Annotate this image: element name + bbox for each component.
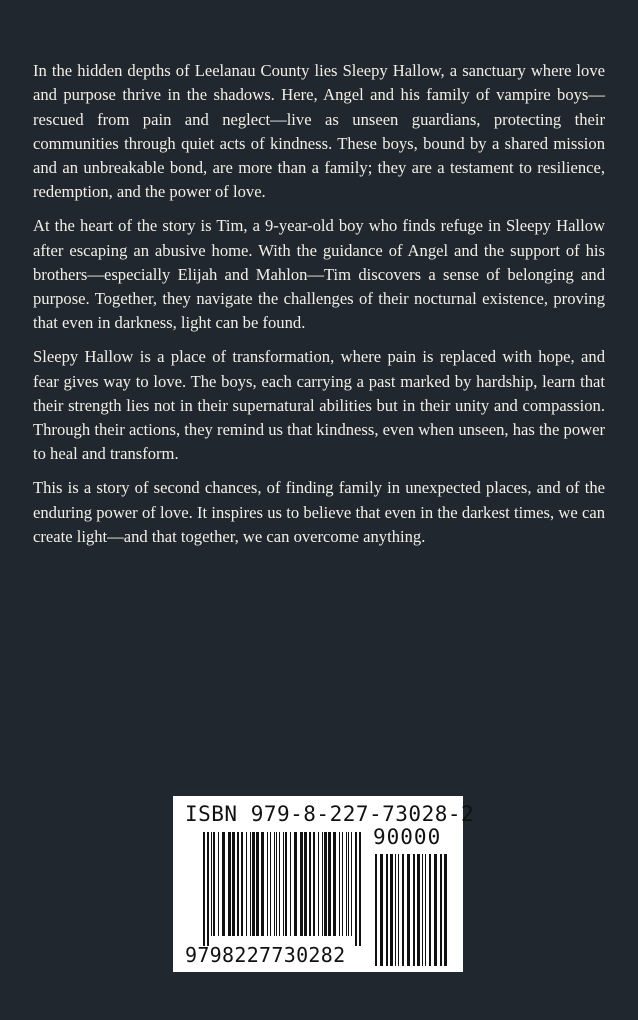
barcode-bar: [413, 854, 415, 966]
barcode-bar: [386, 854, 388, 966]
barcode-bar: [290, 832, 291, 936]
barcode-bar: [348, 832, 349, 936]
barcode-bar: [324, 832, 327, 936]
barcode-bar: [398, 854, 399, 966]
barcode-bar: [256, 832, 259, 936]
barcode-bar: [283, 832, 284, 936]
barcode-bar: [355, 832, 357, 946]
barcode-bar: [346, 832, 347, 936]
barcode-bar: [250, 832, 251, 936]
barcode-bar: [207, 832, 209, 946]
barcode-bar: [270, 832, 271, 936]
barcode-bar: [203, 832, 205, 946]
barcode-bar: [342, 832, 343, 936]
barcode-bar: [417, 854, 420, 966]
back-cover-blurb: [33, 59, 605, 559]
blurb-paragraph-3: Sleepy Hallow is a place of transformation, where pain is replaced with hope, and fear gives way to love. The boys, each carrying a past marked by hardship, learn that their strength lies not in their supernatural abilities but in their unity and compassion. Through their actions, they remind us that kindness, even when unseen, has the power to heal and transform.: [33, 347, 605, 464]
barcode-bar: [422, 854, 423, 966]
barcode-bar: [380, 854, 383, 966]
barcode-bar: [429, 854, 431, 966]
barcode-bar: [375, 854, 377, 966]
barcode-bar: [267, 832, 268, 936]
barcode-bar: [359, 832, 361, 946]
barcode-bar: [294, 832, 297, 936]
barcode-bar: [339, 832, 340, 936]
barcode-bar: [309, 832, 311, 936]
barcode-bar: [395, 854, 396, 966]
barcode-bar: [434, 854, 437, 966]
price-code: 90000: [373, 825, 442, 849]
barcode-bar: [218, 832, 219, 936]
barcode-bar: [222, 832, 225, 936]
barcode-bar: [261, 832, 264, 936]
barcode-bar: [246, 832, 247, 936]
barcode-bar: [211, 832, 212, 936]
barcode-bar: [440, 854, 442, 966]
barcode-bar: [390, 854, 393, 966]
barcode-bar: [318, 832, 319, 936]
barcode-bar: [322, 832, 323, 936]
blurb-paragraph-2: At the heart of the story is Tim, a 9-year-old boy who finds refuge in Sleepy Hallow after escaping an abusive home. With the guidance of Angel and the support of his brothers—especially Elijah and Mahlon—Tim discovers a sense of belonging and purpose. Together, they navigate the challenges of their nocturnal existence, proving that even in darkness, light can be found.: [33, 216, 605, 333]
barcode-digits: 9798227730282: [185, 943, 346, 967]
barcode-bar: [279, 832, 280, 936]
barcode-bar: [232, 832, 235, 936]
barcode-bar: [333, 832, 336, 936]
barcode-bar: [276, 832, 277, 936]
barcode-bar: [228, 832, 231, 936]
barcode-bar: [285, 832, 287, 936]
barcode-bar: [313, 832, 315, 936]
barcode-bar: [351, 832, 352, 936]
barcode-bar: [241, 832, 243, 936]
blurb-paragraph-1: In the hidden depths of Leelanau County lies Sleepy Hallow, a sanctuary where love and purpose thrive in the shadows. Here, Angel and his family of vampire boys—rescued from pain and neglect—live as unseen guardians, protecting their communities through quiet acts of kindness. These boys, bound by a shared mission and an unbreakable bond, are more than a family; they are a testament to resilience, redemption, and the power of love.: [33, 61, 605, 202]
barcode-bar: [328, 832, 331, 936]
barcode-bar: [304, 832, 307, 936]
barcode-bar: [425, 854, 426, 966]
barcode-bar: [252, 832, 255, 936]
barcode-bar: [274, 832, 275, 936]
isbn-barcode: [173, 796, 475, 972]
barcode-bar: [213, 832, 215, 936]
barcode-bar: [402, 854, 404, 966]
blurb-paragraph-4: This is a story of second chances, of finding family in unexpected places, and of the enduring power of love. It inspires us to believe that even in the darkest times, we can create light—and that together, we can overcome anything.: [33, 478, 605, 546]
barcode-bar: [300, 832, 303, 936]
barcode-bar: [444, 854, 447, 966]
barcode-bar: [237, 832, 239, 936]
barcode-bar: [407, 854, 410, 966]
isbn-label: ISBN 979-8-227-73028-2: [185, 802, 475, 826]
